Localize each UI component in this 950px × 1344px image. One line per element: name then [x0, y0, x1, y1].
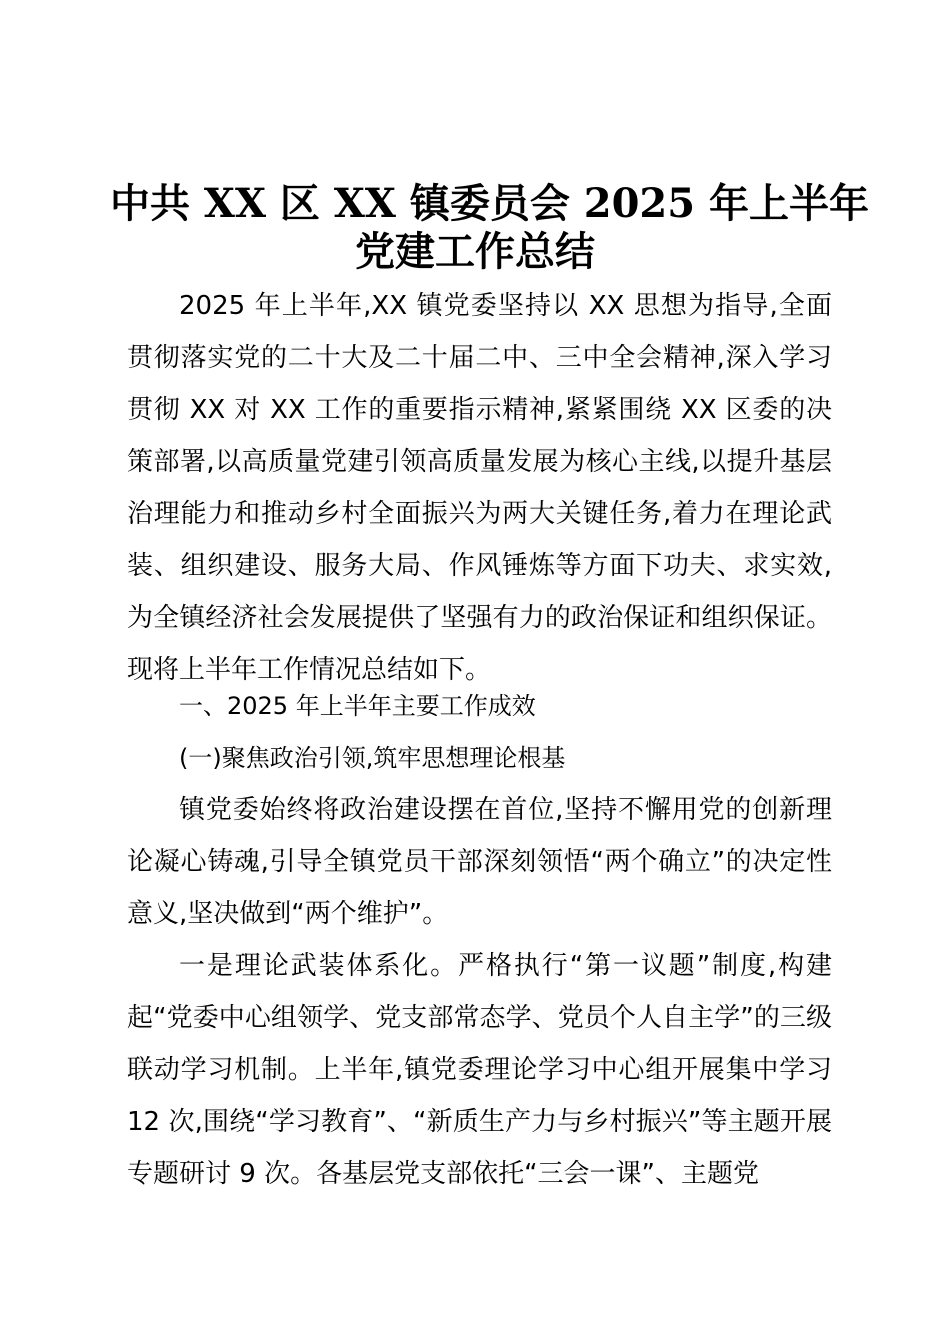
intro-paragraph: 2025 年上半年,XX 镇党委坚持以 XX 思想为指导,全面贯彻落实党的二十大及二十届二中、三中全会精神,深入学习贯彻 XX 对 XX 工作的重要指示精神,紧紧围绕 XX 区委的决策部署,以高质量党建引领高质量发展为核心主线,以提升基层治理能力和推动乡村全面振兴为两大关键任务,着力在理论武装、组织建设、服务大局、作风锤炼等方面下功夫、求实效,为全镇经济社会发展提供了坚强有力的政治保证和组织保证。现将上半年工作情况总结如下。: [127, 291, 832, 685]
section-heading-1: 一、2025 年上半年主要工作成效: [179, 692, 536, 720]
document-title-line2: 党建工作总结: [355, 228, 595, 275]
subsection-heading-1: (一)聚焦政治引领,筑牢思想理论根基: [179, 744, 566, 772]
body-paragraph-3: 一是理论武装体系化。严格执行“第一议题”制度,构建起“党委中心组领学、党支部常态学、党员个人自主学”的三级联动学习机制。上半年,镇党委理论学习中心组开展集中学习 12 次,围绕“学习教育”、“新质生产力与乡村振兴”等主题开展专题研讨 9 次。各基层党支部依托“三会一课”、主题党: [127, 951, 832, 1189]
document-title-line1: 中共 XX 区 XX 镇委员会 2025 年上半年: [110, 180, 870, 227]
body-paragraph-2: 镇党委始终将政治建设摆在首位,坚持不懈用党的创新理论凝心铸魂,引导全镇党员干部深刻领悟“两个确立”的决定性意义,坚决做到“两个维护”。: [127, 795, 832, 929]
